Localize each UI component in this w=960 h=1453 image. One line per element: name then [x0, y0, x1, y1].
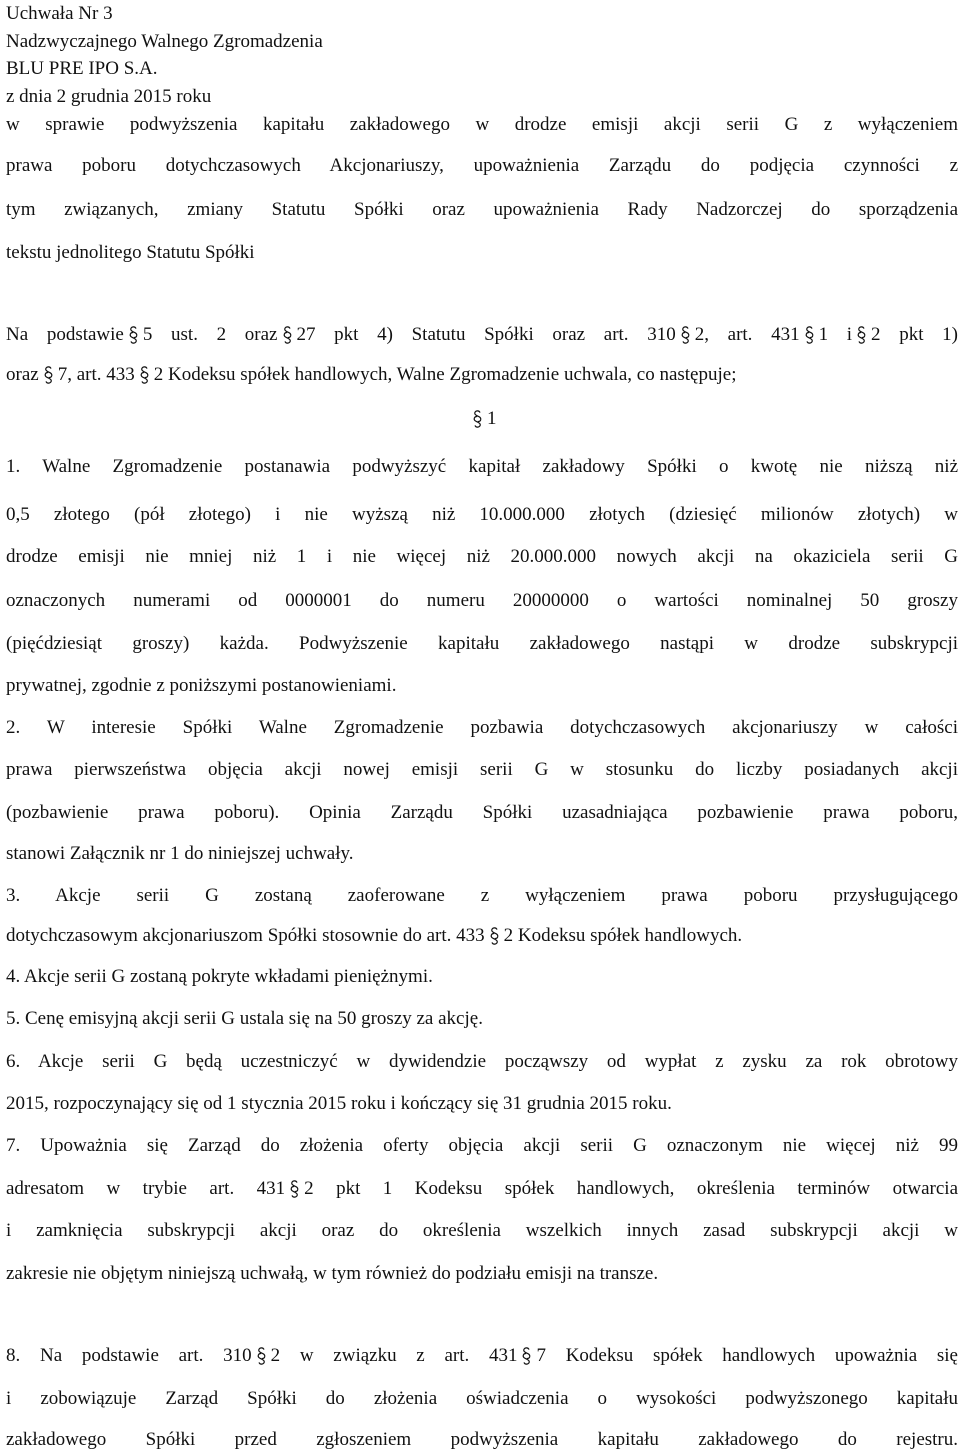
paragraph-line: 7. Upoważnia się Zarząd do złożenia oferty objęcia akcji serii G oznaczonym nie więcej niż 99: [6, 1135, 958, 1156]
paragraph-line: i zobowiązuje Zarząd Spółki do złożenia oświadczenia o wysokości podwyższonego kapitału: [6, 1388, 958, 1409]
paragraph-line: drodze emisji nie mniej niż 1 i nie więcej niż 20.000.000 nowych akcji na okaziciela serii G: [6, 546, 958, 567]
paragraph-line: 6. Akcje serii G będą uczestniczyć w dywidendzie począwszy od wypłat z zysku za rok obrotowy: [6, 1051, 958, 1072]
paragraph-line: 0,5 złotego (pół złotego) i nie wyższą niż 10.000.000 złotych (dziesięć milionów złotych) w: [6, 504, 958, 525]
resolution-number: Uchwała Nr 3: [6, 3, 113, 24]
paragraph-line: dotychczasowym akcjonariuszom Spółki stosownie do art. 433 2 Kodeksu spółek handlowych.: [6, 925, 743, 946]
subject-line: prawa poboru dotychczasowych Akcjonariuszy, upoważnienia Zarządu do podjęcia czynności z: [6, 155, 958, 176]
section-sign-icon: [282, 326, 293, 344]
section-sign-icon: [680, 326, 691, 344]
paragraph-line: adresatom w trybie art. 431 2 pkt 1 Kodeksu spółek handlowych, określenia terminów otwarcia: [6, 1178, 958, 1199]
paragraph-line: 2015, rozpoczynający się od 1 stycznia 2015 roku i kończący się 31 grudnia 2015 roku.: [6, 1093, 672, 1114]
paragraph-line: stanowi Załącznik nr 1 do niniejszej uchwały.: [6, 843, 354, 864]
section-sign-icon: [289, 1180, 300, 1198]
meeting-name: Nadzwyczajnego Walnego Zgromadzenia: [6, 31, 323, 52]
section-sign-icon: [804, 326, 815, 344]
paragraph-line: (pięćdziesiąt groszy) każda. Podwyższenie kapitału zakładowego nastąpi w drodze subskrypcji: [6, 633, 958, 654]
preamble-line: oraz 7, art. 433 2 Kodeksu spółek handlowych, Walne Zgromadzenie uchwala, co następuje;: [6, 364, 737, 385]
paragraph-line: 3. Akcje serii G zostaną zaoferowane z wyłączeniem prawa poboru przysługującego: [6, 885, 958, 906]
section-sign-icon: [256, 1347, 267, 1365]
paragraph-line: zakładowego Spółki przed zgłoszeniem podwyższenia kapitału zakładowego do rejestru.: [6, 1429, 958, 1450]
section-sign-icon: [472, 410, 483, 428]
section-sign-icon: [128, 326, 139, 344]
paragraph-line: 2. W interesie Spółki Walne Zgromadzenie pozbawia dotychczasowych akcjonariuszy w całości: [6, 717, 958, 738]
paragraph-line: (pozbawienie prawa poboru). Opinia Zarządu Spółki uzasadniająca pozbawienie prawa poboru,: [6, 802, 958, 823]
paragraph-line: 1. Walne Zgromadzenie postanawia podwyższyć kapitał zakładowy Spółki o kwotę nie niższą niż: [6, 456, 958, 477]
paragraph-line: oznaczonych numerami od 0000001 do numeru 20000000 o wartości nominalnej 50 groszy: [6, 590, 958, 611]
subject-line: tekstu jednolitego Statutu Spółki: [6, 242, 255, 263]
resolution-date: z dnia 2 grudnia 2015 roku: [6, 86, 212, 107]
paragraph-line: 8. Na podstawie art. 310 2 w związku z art. 431 7 Kodeksu spółek handlowych upoważnia się: [6, 1345, 958, 1366]
preamble-line: Na podstawie 5 ust. 2 oraz 27 pkt 4) Statutu Spółki oraz art. 310 2, art. 431 1 i 2 pkt 1): [6, 324, 958, 345]
subject-line: w sprawie podwyższenia kapitału zakładowego w drodze emisji akcji serii G z wyłączeniem: [6, 114, 958, 135]
section-sign-icon: [856, 326, 867, 344]
section-sign-icon: [43, 366, 54, 384]
subject-line: tym związanych, zmiany Statutu Spółki oraz upoważnienia Rady Nadzorczej do sporządzenia: [6, 199, 958, 220]
paragraph-line: prawa pierwszeństwa objęcia akcji nowej emisji serii G w stosunku do liczby posiadanych akcji: [6, 759, 958, 780]
paragraph-line: i zamknięcia subskrypcji akcji oraz do określenia wszelkich innych zasad subskrypcji akcji w: [6, 1220, 958, 1241]
section-sign-icon: [521, 1347, 532, 1365]
paragraph-line: prywatnej, zgodnie z poniższymi postanowieniami.: [6, 675, 397, 696]
section-sign-icon: [139, 366, 150, 384]
paragraph-line: 4. Akcje serii G zostaną pokryte wkładami pieniężnymi.: [6, 966, 433, 987]
paragraph-line: 5. Cenę emisyjną akcji serii G ustala się na 50 groszy za akcję.: [6, 1008, 483, 1029]
paragraph-line: zakresie nie objętym niniejszą uchwałą, w tym również do podziału emisji na transze.: [6, 1263, 659, 1284]
company-name: BLU PRE IPO S.A.: [6, 58, 158, 79]
section-sign-icon: [489, 927, 500, 945]
section-heading: 1: [468, 409, 497, 428]
